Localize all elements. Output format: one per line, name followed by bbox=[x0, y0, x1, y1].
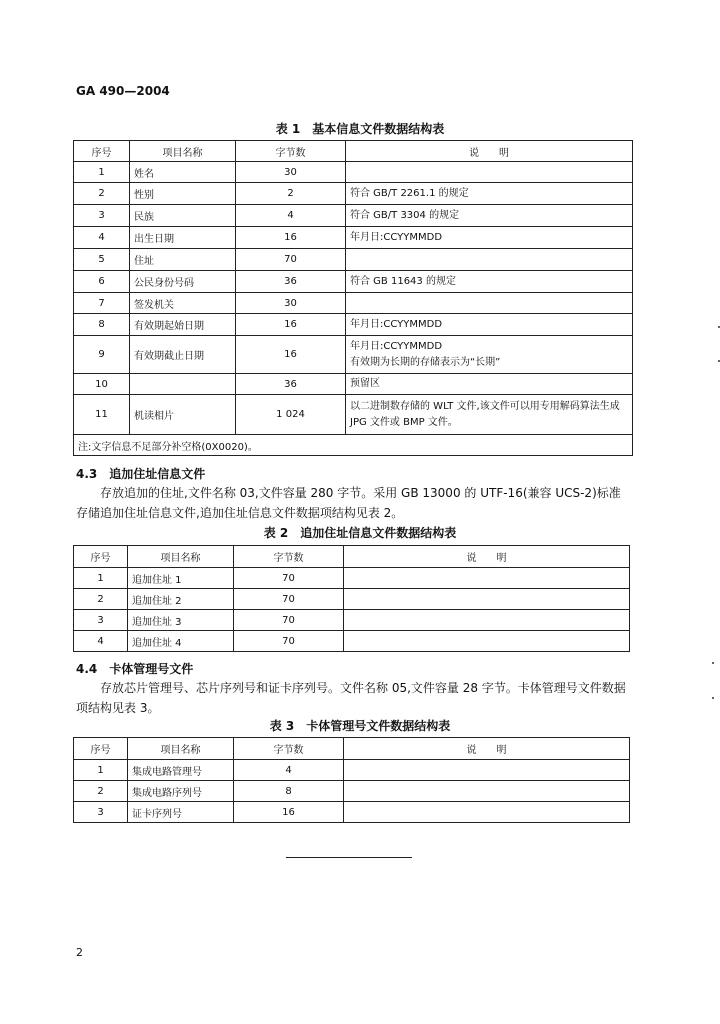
description bbox=[346, 162, 633, 183]
item-name: 姓名 bbox=[130, 162, 236, 183]
table1 bbox=[73, 140, 633, 456]
table1-note: 注:文字信息不足部分补空格(0X0020)。 bbox=[74, 435, 633, 456]
byte-count: 70 bbox=[234, 610, 344, 631]
item-name: 出生日期 bbox=[130, 227, 236, 249]
table-row bbox=[74, 314, 633, 336]
row-number: 10 bbox=[74, 374, 130, 395]
end-rule bbox=[286, 857, 412, 858]
table2-caption: 表 2 追加住址信息文件数据结构表 bbox=[263, 526, 457, 540]
row-number: 4 bbox=[74, 227, 130, 249]
description: 符合 GB 11643 的规定 bbox=[346, 271, 633, 293]
table-row bbox=[74, 631, 630, 652]
table-row bbox=[74, 610, 630, 631]
table-row bbox=[74, 589, 630, 610]
byte-count: 70 bbox=[236, 249, 346, 271]
description: 年月日:CCYYMMDD 有效期为长期的存储表示为“长期” bbox=[346, 336, 633, 374]
section-4-4-title: 4.4 卡体管理号文件 bbox=[76, 662, 194, 676]
item-name: 签发机关 bbox=[130, 293, 236, 314]
item-name: 追加住址 2 bbox=[128, 589, 234, 610]
table-row bbox=[74, 162, 633, 183]
item-name: 机读相片 bbox=[130, 395, 236, 435]
byte-count: 70 bbox=[234, 589, 344, 610]
page-number: 2 bbox=[76, 946, 83, 959]
row-number: 1 bbox=[74, 568, 128, 589]
item-name: 性别 bbox=[130, 183, 236, 205]
byte-count: 30 bbox=[236, 162, 346, 183]
description bbox=[344, 760, 630, 781]
table-row bbox=[74, 183, 633, 205]
description bbox=[344, 568, 630, 589]
byte-count: 16 bbox=[236, 314, 346, 336]
item-name bbox=[130, 374, 236, 395]
column-header: 序号 bbox=[74, 738, 128, 760]
column-header: 项目名称 bbox=[128, 738, 234, 760]
item-name: 民族 bbox=[130, 205, 236, 227]
column-header: 字节数 bbox=[236, 141, 346, 162]
row-number: 8 bbox=[74, 314, 130, 336]
row-number: 3 bbox=[74, 610, 128, 631]
description bbox=[344, 802, 630, 823]
table3-caption: 表 3 卡体管理号文件数据结构表 bbox=[269, 719, 451, 733]
row-number: 1 bbox=[74, 162, 130, 183]
table-row bbox=[74, 271, 633, 293]
section-4-3-title: 4.3 追加住址信息文件 bbox=[76, 467, 206, 481]
table-row bbox=[74, 227, 633, 249]
byte-count: 70 bbox=[234, 631, 344, 652]
scan-speck bbox=[712, 697, 714, 699]
description bbox=[344, 631, 630, 652]
byte-count: 4 bbox=[234, 760, 344, 781]
row-number: 11 bbox=[74, 395, 130, 435]
table-row bbox=[74, 568, 630, 589]
byte-count: 16 bbox=[236, 336, 346, 374]
row-number: 3 bbox=[74, 802, 128, 823]
column-header: 说 明 bbox=[344, 738, 630, 760]
item-name: 追加住址 4 bbox=[128, 631, 234, 652]
item-name: 集成电路序列号 bbox=[128, 781, 234, 802]
column-header: 项目名称 bbox=[130, 141, 236, 162]
table-row bbox=[74, 802, 630, 823]
table-row bbox=[74, 374, 633, 395]
byte-count: 16 bbox=[234, 802, 344, 823]
table-row bbox=[74, 249, 633, 271]
description: 年月日:CCYYMMDD bbox=[346, 314, 633, 336]
description bbox=[346, 293, 633, 314]
description: 以二进制数存储的 WLT 文件,该文件可以用专用解码算法生成 JPG 文件或 BMP 文件。 bbox=[346, 395, 633, 435]
item-name: 证卡序列号 bbox=[128, 802, 234, 823]
byte-count: 1 024 bbox=[236, 395, 346, 435]
column-header: 说 明 bbox=[346, 141, 633, 162]
row-number: 2 bbox=[74, 183, 130, 205]
table-row bbox=[74, 760, 630, 781]
description: 符合 GB/T 2261.1 的规定 bbox=[346, 183, 633, 205]
table3 bbox=[73, 737, 630, 823]
byte-count: 2 bbox=[236, 183, 346, 205]
table1-caption: 表 1 基本信息文件数据结构表 bbox=[275, 122, 445, 136]
column-header: 项目名称 bbox=[128, 546, 234, 568]
row-number: 1 bbox=[74, 760, 128, 781]
table-row bbox=[74, 781, 630, 802]
table2 bbox=[73, 545, 630, 652]
row-number: 5 bbox=[74, 249, 130, 271]
description: 年月日:CCYYMMDD bbox=[346, 227, 633, 249]
description bbox=[346, 249, 633, 271]
section-4-3-text: 存放追加的住址,文件名称 03,文件容量 280 字节。采用 GB 13000 的 UTF-16(兼容 UCS-2)标准存储追加住址信息文件,追加住址信息文件数据项结构见表 2。 bbox=[76, 486, 621, 520]
row-number: 4 bbox=[74, 631, 128, 652]
column-header: 序号 bbox=[74, 141, 130, 162]
table-row bbox=[74, 205, 633, 227]
item-name: 有效期截止日期 bbox=[130, 336, 236, 374]
item-name: 公民身份号码 bbox=[130, 271, 236, 293]
item-name: 追加住址 1 bbox=[128, 568, 234, 589]
row-number: 2 bbox=[74, 781, 128, 802]
description: 预留区 bbox=[346, 374, 633, 395]
row-number: 9 bbox=[74, 336, 130, 374]
row-number: 2 bbox=[74, 589, 128, 610]
byte-count: 70 bbox=[234, 568, 344, 589]
item-name: 追加住址 3 bbox=[128, 610, 234, 631]
table-row bbox=[74, 395, 633, 435]
table-row bbox=[74, 336, 633, 374]
item-name: 住址 bbox=[130, 249, 236, 271]
description bbox=[344, 610, 630, 631]
section-4-4-text: 存放芯片管理号、芯片序列号和证卡序列号。文件名称 05,文件容量 28 字节。卡体管理号文件数据项结构见表 3。 bbox=[76, 681, 626, 715]
description: 符合 GB/T 3304 的规定 bbox=[346, 205, 633, 227]
column-header: 序号 bbox=[74, 546, 128, 568]
table-row bbox=[74, 293, 633, 314]
description bbox=[344, 589, 630, 610]
byte-count: 36 bbox=[236, 271, 346, 293]
byte-count: 8 bbox=[234, 781, 344, 802]
standard-code: GA 490—2004 bbox=[76, 84, 170, 98]
byte-count: 4 bbox=[236, 205, 346, 227]
byte-count: 30 bbox=[236, 293, 346, 314]
column-header: 字节数 bbox=[234, 738, 344, 760]
row-number: 6 bbox=[74, 271, 130, 293]
column-header: 说 明 bbox=[344, 546, 630, 568]
scan-speck bbox=[712, 662, 714, 664]
byte-count: 36 bbox=[236, 374, 346, 395]
column-header: 字节数 bbox=[234, 546, 344, 568]
row-number: 7 bbox=[74, 293, 130, 314]
item-name: 集成电路管理号 bbox=[128, 760, 234, 781]
description bbox=[344, 781, 630, 802]
byte-count: 16 bbox=[236, 227, 346, 249]
row-number: 3 bbox=[74, 205, 130, 227]
item-name: 有效期起始日期 bbox=[130, 314, 236, 336]
